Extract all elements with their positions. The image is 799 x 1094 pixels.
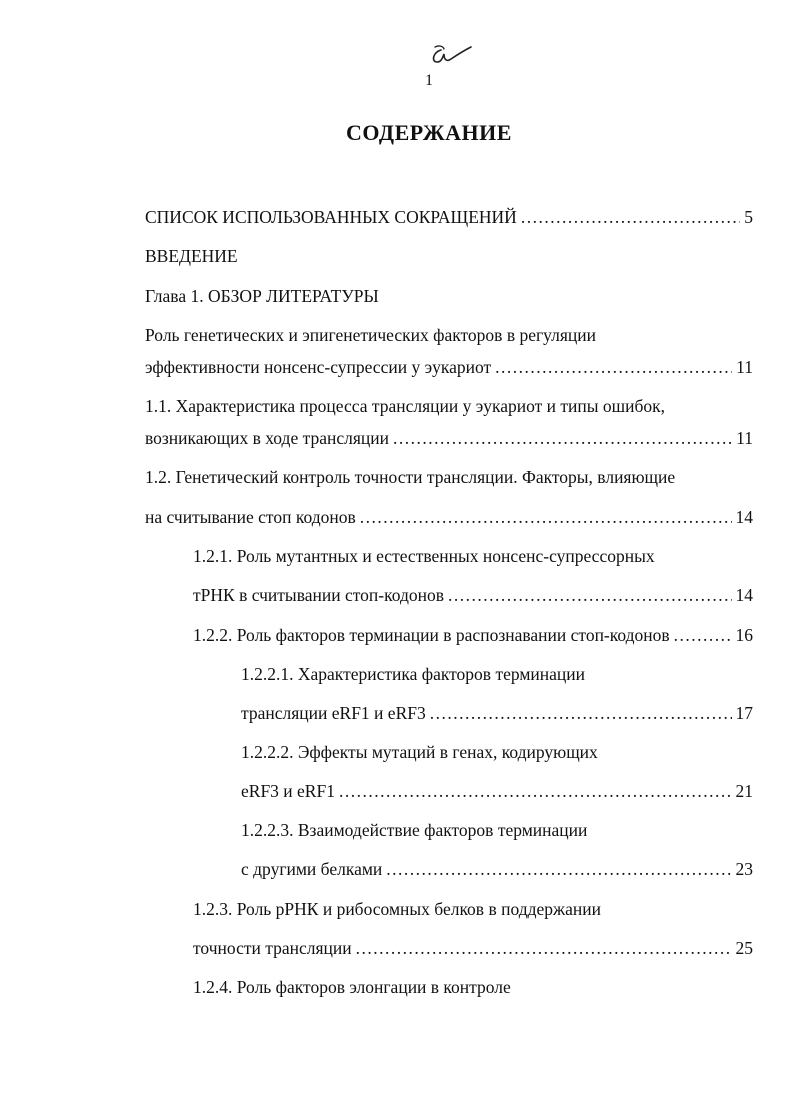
toc-entry-text: СПИСОК ИСПОЛЬЗОВАННЫХ СОКРАЩЕНИЙ [145, 207, 517, 227]
toc-page-number: 23 [735, 859, 753, 879]
page-number: 1 [425, 72, 433, 89]
toc-entry-1-2-2-1-line-1: 1.2.2.1. Характеристика факторов терминации [241, 664, 586, 684]
dot-leader [393, 427, 732, 449]
toc-entry-text: с другими белками [241, 859, 383, 879]
toc-entry-text: возникающих в ходе трансляции [145, 428, 389, 448]
dot-leader [360, 506, 732, 528]
toc-entry-1-2-2-2[interactable] [241, 780, 753, 802]
page-title: СОДЕРЖАНИЕ [346, 120, 512, 145]
toc-entry-1-2[interactable] [145, 506, 753, 528]
toc-entry-1-2-3[interactable] [193, 937, 753, 959]
toc-entry-1-2-3-line-1: 1.2.3. Роль рРНК и рибосомных белков в поддержании [193, 899, 601, 919]
toc-entry-text: тРНК в считывании стоп-кодонов [193, 585, 444, 605]
toc-entry-1-2-1-line-1: 1.2.1. Роль мутантных и естественных нонсенс-супрессорных [193, 546, 655, 566]
toc-entry-1-2-2-3-line-1: 1.2.2.3. Взаимодействие факторов терминации [241, 820, 588, 840]
dot-leader [448, 584, 732, 606]
toc-entry-text: 1.2.2. Роль факторов терминации в распознавании стоп-кодонов [193, 625, 670, 645]
dot-leader [430, 702, 732, 724]
dot-leader [386, 858, 731, 880]
toc-entry-1-1[interactable] [145, 427, 753, 449]
dot-leader [495, 356, 732, 378]
toc-page-number: 14 [735, 585, 753, 605]
dot-leader [521, 206, 740, 228]
toc-entry-text: точности трансляции [193, 938, 352, 958]
toc-page-number: 5 [744, 207, 753, 227]
toc-entry-role-line-1: Роль генетических и эпигенетических факторов в регуляции [145, 325, 597, 345]
toc-page-number: 17 [735, 703, 753, 723]
toc-entry-role[interactable] [145, 356, 753, 378]
toc-entry-text: eRF3 и eRF1 [241, 781, 335, 801]
handwritten-initial-mark [427, 44, 475, 70]
toc-page-number: 21 [735, 781, 753, 801]
toc-entry-1-2-2-3[interactable] [241, 858, 753, 880]
toc-entry-abbreviations[interactable] [145, 206, 753, 228]
dot-leader [356, 937, 732, 959]
toc-entry-1-2-4-line-1[interactable]: 1.2.4. Роль факторов элонгации в контроле [193, 977, 511, 997]
toc-entry-text: эффективности нонсенс-супрессии у эукариот [145, 357, 492, 377]
toc-entry-chapter-1[interactable]: Глава 1. ОБЗОР ЛИТЕРАТУРЫ [145, 286, 379, 306]
toc-entry-introduction[interactable]: ВВЕДЕНИЕ [145, 246, 238, 266]
dot-leader [339, 780, 732, 802]
toc-entry-1-2-line-1: 1.2. Генетический контроль точности трансляции. Факторы, влияющие [145, 467, 676, 487]
toc-entry-text: трансляции eRF1 и eRF3 [241, 703, 426, 723]
toc-page-number: 11 [736, 357, 753, 377]
toc-entry-1-2-2[interactable] [193, 624, 753, 646]
toc-entry-1-1-line-1: 1.1. Характеристика процесса трансляции у эукариот и типы ошибок, [145, 396, 666, 416]
toc-entry-1-2-2-2-line-1: 1.2.2.2. Эффекты мутаций в генах, кодирующих [241, 742, 598, 762]
toc-page-number: 14 [735, 507, 753, 527]
toc-page-number: 16 [735, 625, 753, 645]
toc-entry-1-2-2-1[interactable] [241, 702, 753, 724]
dot-leader [674, 624, 732, 646]
toc-page-number: 25 [735, 938, 753, 958]
toc-entry-text: на считывание стоп кодонов [145, 507, 356, 527]
toc-entry-1-2-1[interactable] [193, 584, 753, 606]
toc-page-number: 11 [736, 428, 753, 448]
